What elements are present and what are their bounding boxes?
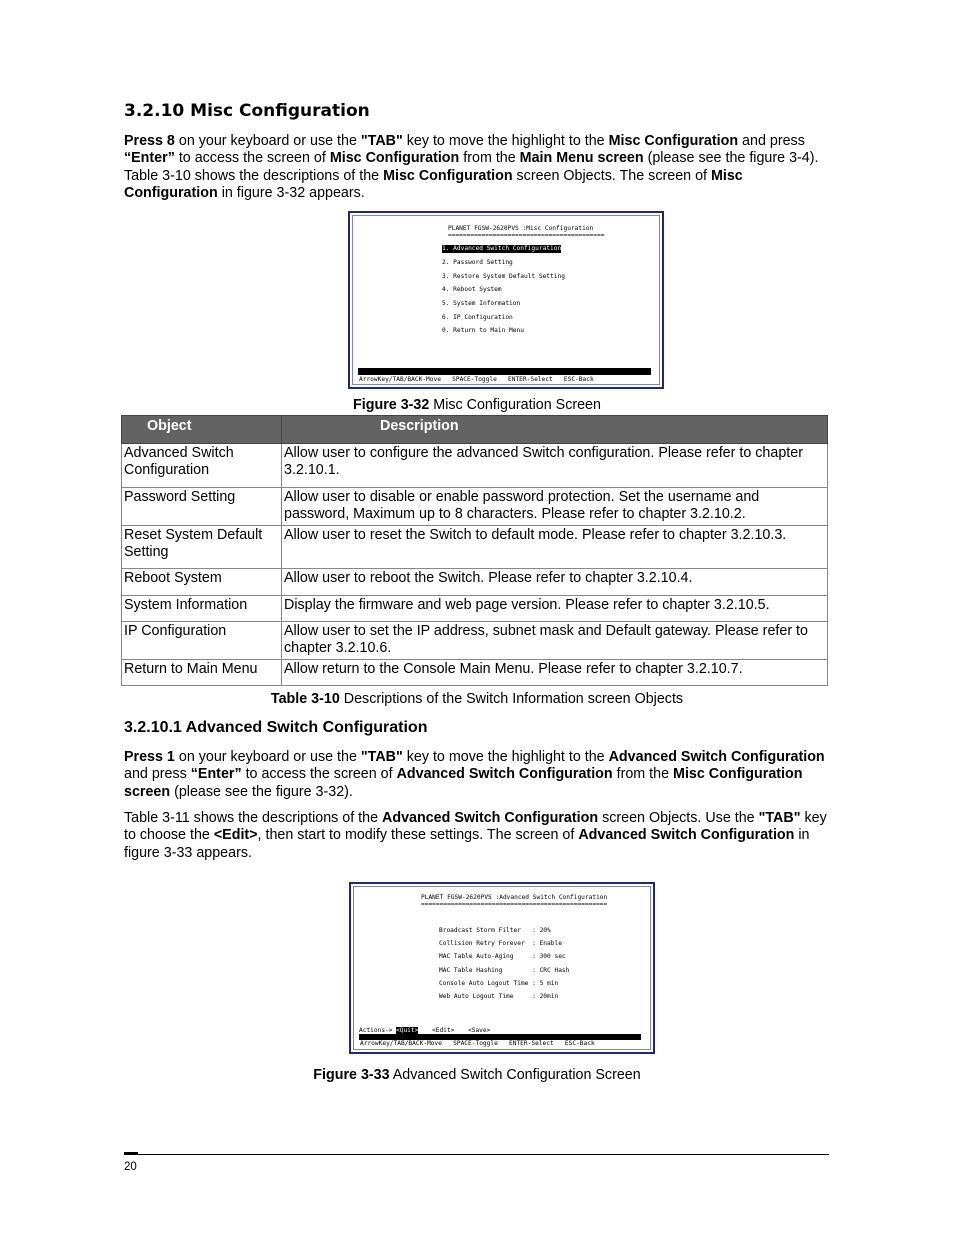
object-cell: Password Setting xyxy=(122,488,282,526)
description-cell: Allow user to set the IP address, subnet mask and Default gateway. Please refer to chapter 3.2.10.6. xyxy=(282,621,828,659)
object-cell: IP Configuration xyxy=(122,621,282,659)
menu-item-restore: 3. Restore System Default Setting xyxy=(442,273,565,280)
advanced-intro-paragraph: Press 1 on your keyboard or use the "TAB" key to move the highlight to the Advanced Switch Configuration and press “Enter” to access the screen of Advanced Switch Configuration from the Misc Configuration screen (please see the figure 3-32). xyxy=(124,749,825,800)
figure-32-caption: Figure 3-32 Misc Configuration Screen xyxy=(353,397,601,413)
menu-item-ip: 6. IP Configuration xyxy=(442,314,513,321)
menu-item-sysinfo: 5. System Information xyxy=(442,300,521,307)
description-cell: Allow user to configure the advanced Switch configuration. Please refer to chapter 3.2.10.1. xyxy=(282,444,828,488)
figure-33-caption: Figure 3-33 Advanced Switch Configuration Screen xyxy=(313,1067,641,1083)
console-rule: ========================================== xyxy=(448,232,605,239)
object-cell: Advanced Switch Configuration xyxy=(122,444,282,488)
advanced-table-paragraph: Table 3-11 shows the descriptions of the Advanced Switch Configuration screen Objects. Use the "TAB" key to choose the <Edit>, then start to modify these settings. The screen of Advanced Switch Configuration in figure 3-33 appears. xyxy=(124,810,827,861)
intro-paragraph: Press 8 on your keyboard or use the "TAB" key to move the highlight to the Misc Configuration and press “Enter” to access the screen of Misc Configuration from the Main Menu screen (please see the figure 3-4). Table 3-10 shows the descriptions of the Misc Configuration screen Objects. The screen of Misc Configuration in figure 3-32 appears. xyxy=(124,133,819,202)
setting-line: Web Auto Logout Time : 20min xyxy=(439,993,559,1000)
object-cell: Return to Main Menu xyxy=(122,659,282,685)
footer-rule xyxy=(124,1154,829,1155)
setting-line: MAC Table Hashing : CRC Hash xyxy=(439,967,570,974)
actions-label: Actions-> xyxy=(359,1027,393,1034)
header-object: Object xyxy=(122,416,282,444)
table-row xyxy=(122,525,828,568)
table-row xyxy=(122,488,828,526)
table-row xyxy=(122,659,828,685)
console-help: ArrowKey/TAB/BACK-Move SPACE-Toggle ENTER-Select ESC-Back xyxy=(360,1040,595,1047)
table-row xyxy=(122,621,828,659)
description-cell: Allow return to the Console Main Menu. Please refer to chapter 3.2.10.7. xyxy=(282,659,828,685)
console-help: ArrowKey/TAB/BACK-Move SPACE-Toggle ENTER-Select ESC-Back xyxy=(359,376,594,383)
subsection-heading: 3.2.10.1 Advanced Switch Configuration xyxy=(124,719,428,736)
objects-table xyxy=(121,415,828,686)
description-cell: Display the firmware and web page version. Please refer to chapter 3.2.10.5. xyxy=(282,595,828,621)
menu-item-reboot: 4. Reboot System xyxy=(442,286,502,293)
misc-config-screenshot xyxy=(348,211,664,389)
console-title: PLANET FGSW-2620PVS :Misc Configuration xyxy=(448,225,594,232)
table-row xyxy=(122,568,828,595)
table-header-row xyxy=(122,416,828,444)
description-cell: Allow user to disable or enable password protection. Set the username and password, Maximum up to 8 characters. Please refer to chapter 3.2.10.2. xyxy=(282,488,828,526)
description-cell: Allow user to reset the Switch to default mode. Please refer to chapter 3.2.10.3. xyxy=(282,525,828,568)
description-cell: Allow user to reboot the Switch. Please refer to chapter 3.2.10.4. xyxy=(282,568,828,595)
menu-item-advanced: 1. Advanced Switch Configuration xyxy=(442,245,562,252)
object-cell: Reboot System xyxy=(122,568,282,595)
console-status-bar xyxy=(358,368,651,375)
table-3-10-caption: Table 3-10 Descriptions of the Switch Information screen Objects xyxy=(270,691,684,707)
page-number: 20 xyxy=(124,1161,137,1173)
setting-line: Collision Retry Forever : Enable xyxy=(439,940,562,947)
menu-item-password: 2. Password Setting xyxy=(442,259,513,266)
menu-item-return: 0. Return to Main Menu xyxy=(442,327,524,334)
edit-action: <Edit> xyxy=(432,1027,455,1034)
setting-line: Console Auto Logout Time : 5 min xyxy=(439,980,559,987)
object-cell: Reset System Default Setting xyxy=(122,525,282,568)
console-title: PLANET FGSW-2620PVS :Advanced Switch Configuration xyxy=(421,894,608,901)
quit-action: <Quit> xyxy=(396,1027,419,1034)
setting-line: MAC Table Auto-Aging : 300 sec xyxy=(439,953,566,960)
table-row xyxy=(122,444,828,488)
object-cell: System Information xyxy=(122,595,282,621)
table-row xyxy=(122,595,828,621)
header-description: Description xyxy=(282,416,828,444)
section-heading: 3.2.10 Misc Configuration xyxy=(124,101,370,121)
setting-line: Broadcast Storm Filter : 20% xyxy=(439,927,551,934)
console-rule: ================================================== xyxy=(421,901,608,908)
advanced-config-screenshot xyxy=(349,882,655,1054)
save-action: <Save> xyxy=(468,1027,491,1034)
